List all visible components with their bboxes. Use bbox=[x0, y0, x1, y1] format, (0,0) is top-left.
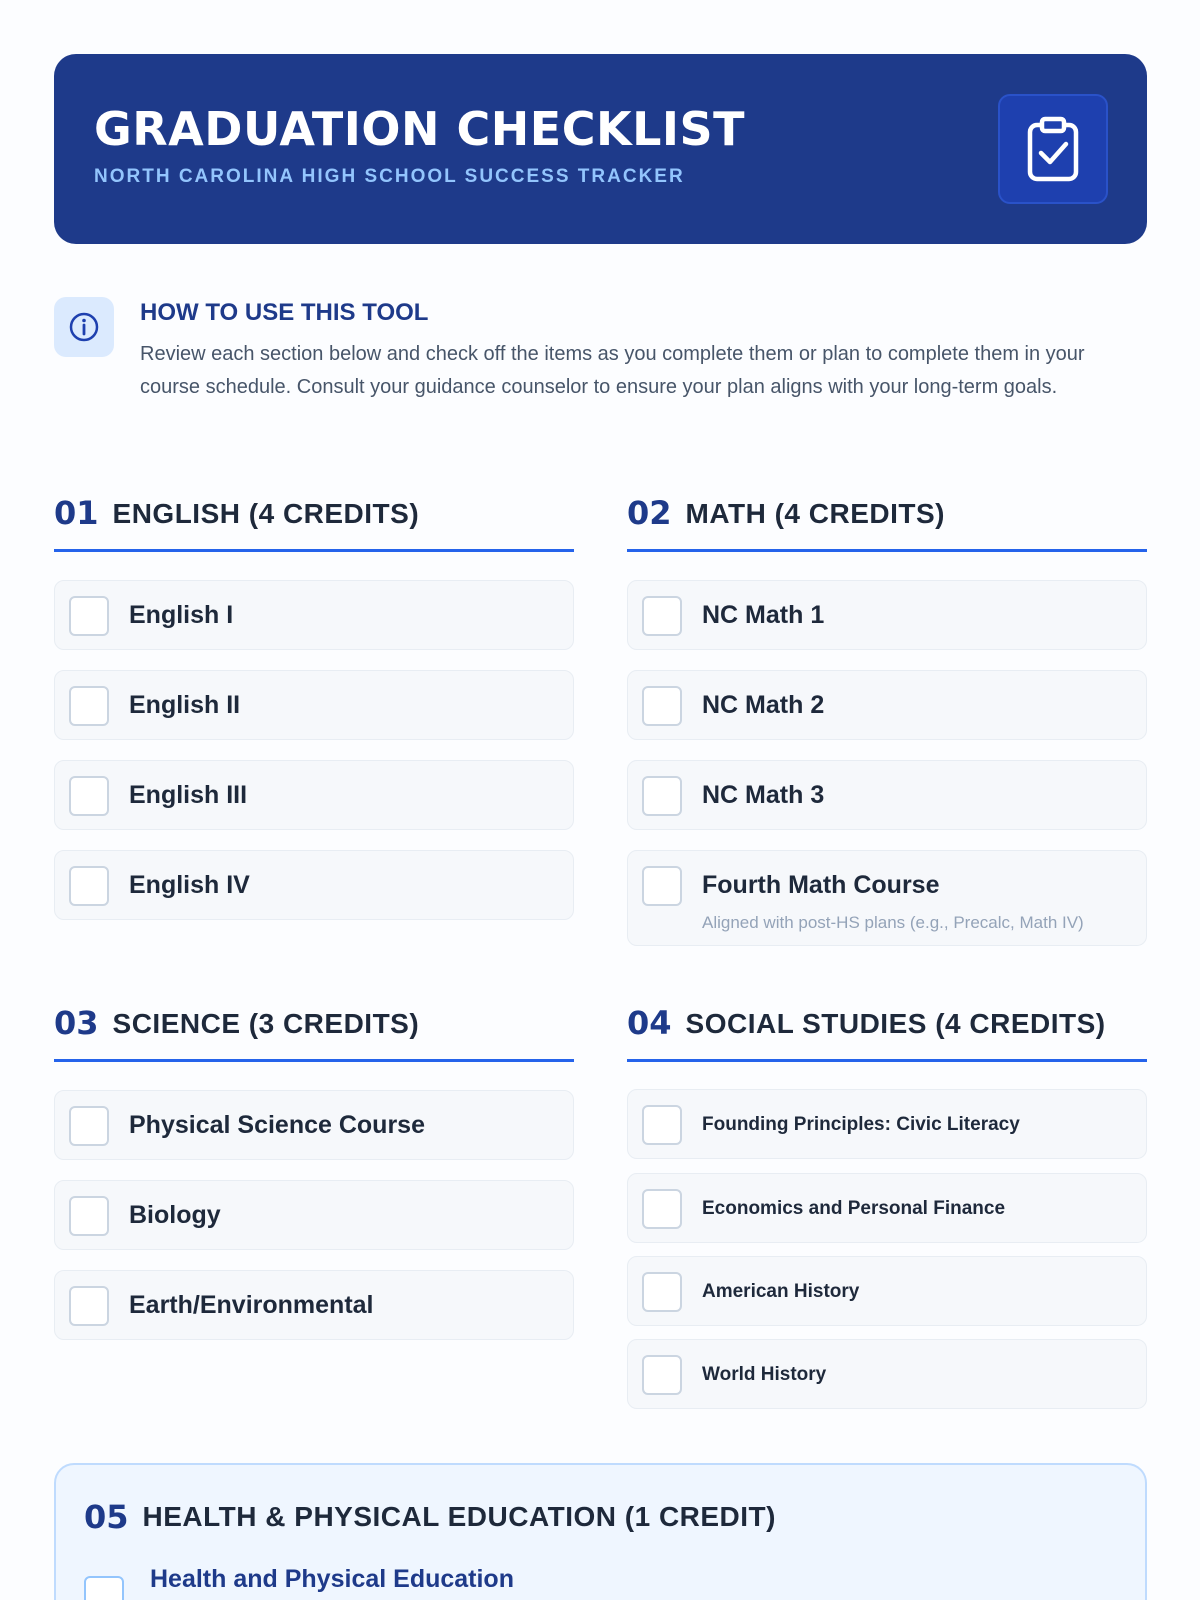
checklist-item-social-4[interactable] bbox=[627, 1339, 1147, 1409]
header-banner bbox=[54, 54, 1147, 244]
section-title: ENGLISH (4 CREDITS) bbox=[112, 498, 420, 529]
checklist-item-science-1[interactable] bbox=[54, 1090, 574, 1160]
item-label: English I bbox=[129, 601, 234, 629]
checklist-item-math-4[interactable] bbox=[627, 850, 1147, 946]
section-math-header bbox=[627, 496, 1147, 552]
checkbox[interactable] bbox=[642, 1105, 682, 1145]
section-number: 05 bbox=[84, 1498, 129, 1536]
info-title: HOW TO USE THIS TOOL bbox=[140, 299, 429, 326]
checkbox[interactable] bbox=[69, 866, 109, 906]
checkbox[interactable] bbox=[69, 1286, 109, 1326]
checkbox[interactable] bbox=[84, 1576, 124, 1600]
checklist-item-social-2[interactable] bbox=[627, 1173, 1147, 1243]
section-title: SOCIAL STUDIES (4 CREDITS) bbox=[685, 1008, 1106, 1039]
checklist-item-english-2[interactable] bbox=[54, 670, 574, 740]
checklist-item-math-2[interactable] bbox=[627, 670, 1147, 740]
item-label: American History bbox=[702, 1281, 860, 1302]
page-title: GRADUATION CHECKLIST bbox=[94, 102, 746, 156]
checkbox[interactable] bbox=[69, 686, 109, 726]
item-label: NC Math 2 bbox=[702, 691, 825, 719]
section-title: HEALTH & PHYSICAL EDUCATION (1 CREDIT) bbox=[142, 1501, 776, 1532]
section-english-header bbox=[54, 496, 574, 552]
section-number: 02 bbox=[627, 494, 672, 532]
checkbox[interactable] bbox=[69, 776, 109, 816]
checkbox[interactable] bbox=[642, 1355, 682, 1395]
section-health-pe-header bbox=[84, 1499, 776, 1535]
item-label: English IV bbox=[129, 871, 250, 899]
item-label: World History bbox=[702, 1364, 827, 1385]
item-label[interactable]: Health and Physical Education bbox=[150, 1565, 514, 1593]
section-title: SCIENCE (3 CREDITS) bbox=[112, 1008, 420, 1039]
info-text: Review each section below and check off the items as you complete them or plan to complete them in your course schedule. Consult your guidance counselor to ensure your plan aligns with your long-term goals. bbox=[140, 343, 1085, 398]
item-label: English III bbox=[129, 781, 248, 809]
checkbox[interactable] bbox=[642, 686, 682, 726]
item-label: Biology bbox=[129, 1201, 221, 1229]
item-label: Physical Science Course bbox=[129, 1111, 425, 1139]
section-number: 03 bbox=[54, 1004, 99, 1042]
checkbox[interactable] bbox=[69, 1196, 109, 1236]
checklist-item-social-3[interactable] bbox=[627, 1256, 1147, 1326]
checklist-item-social-1[interactable] bbox=[627, 1089, 1147, 1159]
checklist-item-science-3[interactable] bbox=[54, 1270, 574, 1340]
item-label: Economics and Personal Finance bbox=[702, 1198, 1006, 1219]
section-number: 01 bbox=[54, 494, 99, 532]
item-label: NC Math 3 bbox=[702, 781, 825, 809]
checklist-item-math-3[interactable] bbox=[627, 760, 1147, 830]
item-label: NC Math 1 bbox=[702, 601, 825, 629]
info-icon bbox=[54, 297, 114, 357]
section-science-header bbox=[54, 1006, 574, 1062]
checkbox[interactable] bbox=[642, 866, 682, 906]
checklist-item-science-2[interactable] bbox=[54, 1180, 574, 1250]
clipboard-check-icon bbox=[998, 94, 1108, 204]
section-health-pe bbox=[54, 1463, 1147, 1600]
item-note: Aligned with post-HS plans (e.g., Precalc, Math IV) bbox=[702, 913, 1084, 932]
item-label: Earth/Environmental bbox=[129, 1291, 374, 1319]
page-subtitle: NORTH CAROLINA HIGH SCHOOL SUCCESS TRACKER bbox=[94, 166, 685, 187]
checklist-item-english-1[interactable] bbox=[54, 580, 574, 650]
checkbox[interactable] bbox=[642, 596, 682, 636]
checkbox[interactable] bbox=[69, 1106, 109, 1146]
checkbox[interactable] bbox=[642, 1272, 682, 1312]
checkbox[interactable] bbox=[642, 1189, 682, 1229]
checkbox[interactable] bbox=[69, 596, 109, 636]
section-title: MATH (4 CREDITS) bbox=[685, 498, 945, 529]
section-social-studies-header bbox=[627, 1006, 1147, 1062]
checkbox[interactable] bbox=[642, 776, 682, 816]
checklist-item-math-1[interactable] bbox=[627, 580, 1147, 650]
item-label: Founding Principles: Civic Literacy bbox=[702, 1114, 1020, 1135]
item-label: English II bbox=[129, 691, 241, 719]
checklist-item-english-3[interactable] bbox=[54, 760, 574, 830]
section-number: 04 bbox=[627, 1004, 672, 1042]
checklist-item-english-4[interactable] bbox=[54, 850, 574, 920]
item-label: Fourth Math Course bbox=[702, 871, 940, 899]
